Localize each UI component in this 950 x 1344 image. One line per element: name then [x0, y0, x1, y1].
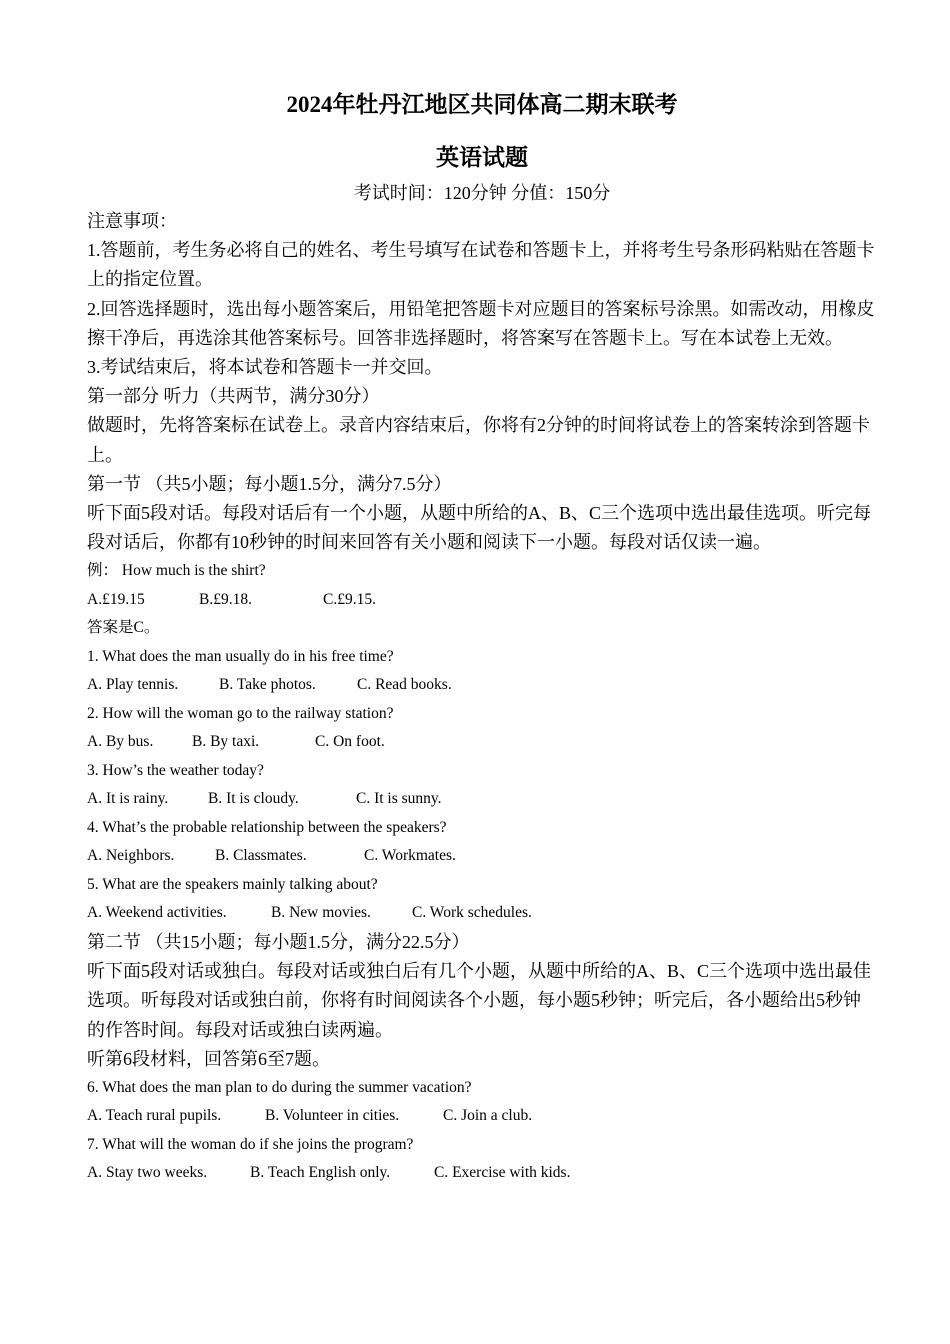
option: C. On foot. [315, 733, 385, 751]
notice-item: 3.考试结束后，将本试卷和答题卡一并交回。 [87, 357, 443, 378]
question: 2. How will the woman go to the railway station? [87, 704, 394, 722]
exam-info: 考试时间：120分钟 分值：150分 [353, 183, 611, 203]
part1-heading: 第一部分 听力（共两节，满分30分） [87, 386, 380, 407]
example-options [87, 586, 877, 615]
question-options [87, 842, 877, 871]
question: 7. What will the woman do if she joins the program? [87, 1135, 414, 1153]
question: 6. What does the man plan to do during the summer vacation? [87, 1078, 472, 1096]
option: A. Weekend activities. [87, 904, 227, 922]
option: A.£19.15 [87, 590, 145, 608]
option: C. Join a club. [443, 1107, 533, 1125]
option: B. New movies. [271, 904, 371, 922]
option: B. It is cloudy. [208, 790, 299, 808]
part1-instructions: 做题时，先将答案标在试卷上。录音内容结束后，你将有2分钟的时间将试卷上的答案转涂到答题卡上。 [87, 415, 870, 465]
section2-heading: 第二节 （共15小题；每小题1.5分，满分22.5分） [87, 931, 470, 952]
question: 3. How’s the weather today? [87, 761, 264, 779]
option: B. Take photos. [219, 676, 316, 694]
material-heading: 听第6段材料，回答第6至7题。 [87, 1048, 330, 1069]
question: 1. What does the man usually do in his free time? [87, 647, 394, 665]
option: C. Read books. [357, 676, 452, 694]
option: C. Work schedules. [412, 904, 532, 922]
option: A. Stay two weeks. [87, 1164, 208, 1182]
exam-page [87, 86, 877, 1188]
option: B. By taxi. [192, 733, 260, 751]
question-options [87, 785, 877, 814]
option: A. Teach rural pupils. [87, 1107, 222, 1125]
example-answer: 答案是C。 [87, 619, 160, 637]
question: 5. What are the speakers mainly talking about? [87, 875, 378, 893]
question-options [87, 1102, 877, 1131]
exam-title: 2024年牡丹江地区共同体高二期末联考 [286, 92, 678, 117]
example-question: 例： How much is the shirt? [87, 562, 266, 580]
section1-instructions: 听下面5段对话。每段对话后有一个小题，从题中所给的A、B、C三个选项中选出最佳选项。听完每段对话后，你都有10秒钟的时间来回答有关小题和阅读下一小题。每段对话仅读一遍。 [87, 503, 872, 553]
section2-instructions: 听下面5段对话或独白。每段对话或独白后有几个小题，从题中所给的A、B、C三个选项中选出最佳选项。听每段对话或独白前，你将有时间阅读各个小题，每小题5秒钟；听完后，各小题给出5秒钟的作答时间。每段对话或独白读两遍。 [87, 961, 872, 1040]
option: A. By bus. [87, 733, 154, 751]
option: C. Exercise with kids. [434, 1164, 571, 1182]
option: C. It is sunny. [356, 790, 442, 808]
section1-heading: 第一节 （共5小题；每小题1.5分，满分7.5分） [87, 473, 452, 494]
option: A. It is rainy. [87, 790, 169, 808]
question-options [87, 899, 877, 928]
notice-item: 2.回答选择题时，选出每小题答案后，用铅笔把答题卡对应题目的答案标号涂黑。如需改动，用橡皮擦干净后，再选涂其他答案标号。回答非选择题时，将答案写在答题卡上。写在本试卷上无效。 [87, 298, 875, 348]
option: B. Volunteer in cities. [265, 1107, 400, 1125]
question-options [87, 1159, 877, 1188]
option: A. Neighbors. [87, 847, 175, 865]
exam-subject: 英语试题 [436, 145, 528, 170]
option: B.£9.18. [199, 590, 252, 608]
option: B. Teach English only. [250, 1164, 391, 1182]
notice-heading: 注意事项： [87, 211, 177, 231]
notice-item: 1.答题前，考生务必将自己的姓名、考生号填写在试卷和答题卡上，并将考生号条形码粘贴在答题卡上的指定位置。 [87, 240, 875, 290]
option: C.£9.15. [323, 590, 376, 608]
question-options [87, 671, 877, 700]
option: B. Classmates. [215, 847, 307, 865]
option: A. Play tennis. [87, 676, 179, 694]
option: C. Workmates. [364, 847, 456, 865]
question-options [87, 728, 877, 757]
question: 4. What’s the probable relationship between the speakers? [87, 818, 447, 836]
